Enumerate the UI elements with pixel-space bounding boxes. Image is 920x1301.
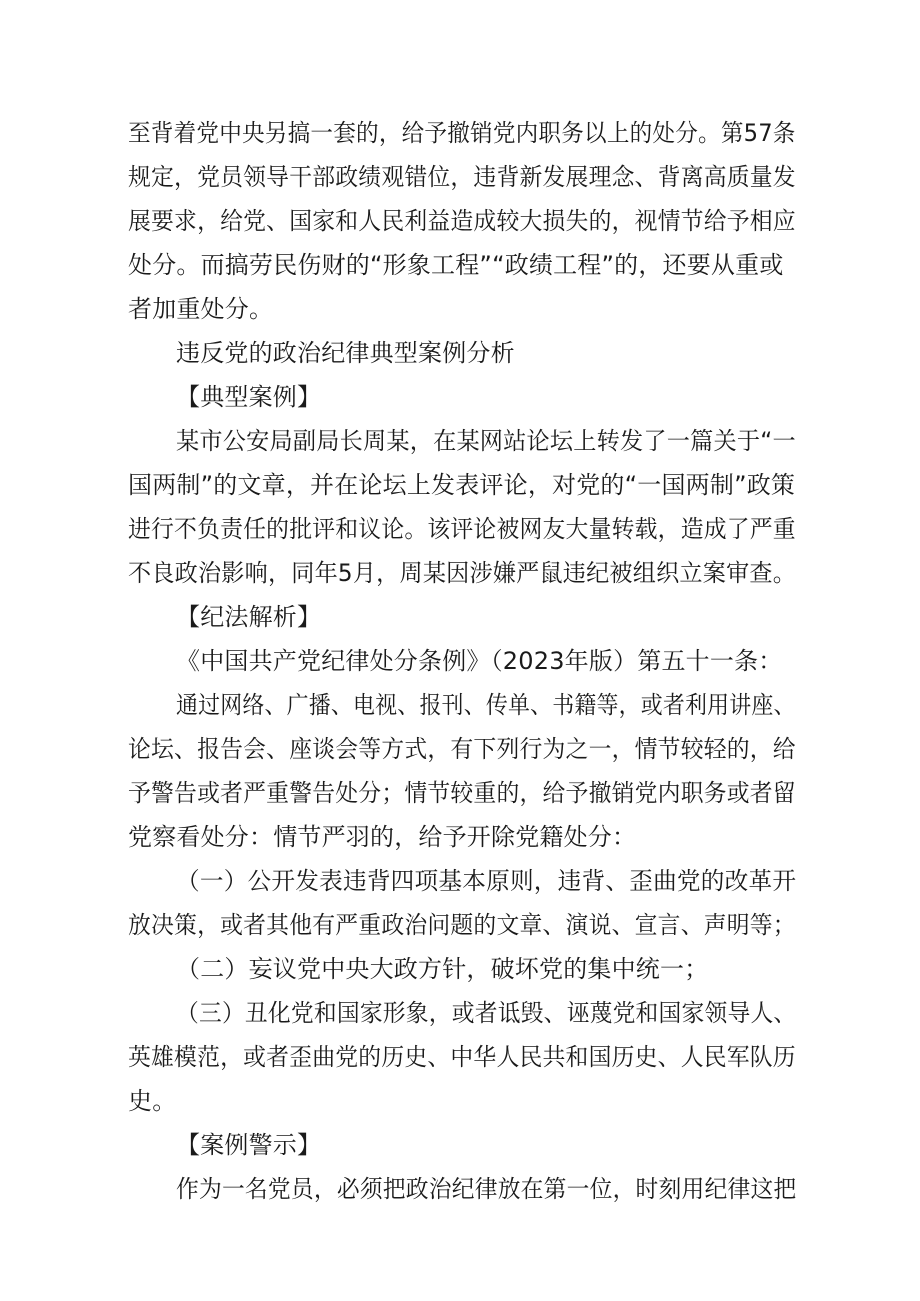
text-line: 不良政治影响，同年5月，周某因涉嫌严鼠违纪被组织立案审查。 — [128, 559, 797, 587]
regulation-citation: 《中国共产党纪律处分条例》（2023年版）第五十一条： — [176, 647, 783, 675]
text-line: 规定，党员领导干部政绩观错位，违背新发展理念、背离高质量发 — [128, 163, 796, 191]
text-line: 某市公安局副局长周某，在某网站论坛上转发了一篇关于“一 — [176, 427, 796, 455]
text-line: 作为一名党员，必须把政治纪律放在第一位，时刻用纪律这把 — [176, 1175, 797, 1203]
list-item-3: （三）丑化党和国家形象，或者诋毁、诬蔑党和国家领导人、 — [176, 999, 797, 1027]
text-line: 通过网络、广播、电视、报刊、传单、书籍等，或者利用讲座、 — [176, 691, 796, 719]
text-line: 处分。而搞劳民伤财的“形象工程”“政绩工程”的，还要从重或 — [128, 251, 784, 279]
text-line: 放决策，或者其他有严重政治问题的文章、演说、宣言、声明等； — [128, 911, 796, 939]
text-line: 论坛、报告会、座谈会等方式，有下列行为之一，情节较轻的，给 — [128, 735, 796, 763]
text-line: 史。 — [128, 1087, 177, 1115]
subheading-typical-case: 【典型案例】 — [176, 383, 322, 411]
list-item-2: （二）妄议党中央大政方针，破坏党的集中统一； — [176, 955, 709, 983]
subheading-case-warning: 【案例警示】 — [176, 1131, 322, 1159]
subheading-legal-analysis: 【纪法解析】 — [176, 603, 322, 631]
text-line: 英雄模范，或者歪曲党的历史、中华人民共和国历史、人民军队历 — [128, 1043, 796, 1071]
text-line: 进行不负责任的批评和议论。该评论被网友大量转载，造成了严重 — [128, 515, 796, 543]
list-item-1: （一）公开发表违背四项基本原则，违背、歪曲党的改革开 — [176, 867, 797, 895]
text-line: 国两制”的文章，并在论坛上发表评论，对党的“一国两制”政策 — [128, 471, 796, 499]
text-line: 展要求，给党、国家和人民利益造成较大损失的，视情节给予相应 — [128, 207, 796, 235]
text-line: 党察看处分：情节严羽的，给予开除党籍处分： — [128, 823, 637, 851]
section-heading: 违反党的政治纪律典型案例分析 — [176, 339, 515, 367]
text-line: 至背着党中央另搞一套的，给予撤销党内职务以上的处分。第57条 — [128, 119, 796, 147]
text-line: 予警告或者严重警告处分；情节较重的，给予撤销党内职务或者留 — [128, 779, 796, 807]
text-line: 者加重处分。 — [128, 295, 274, 323]
